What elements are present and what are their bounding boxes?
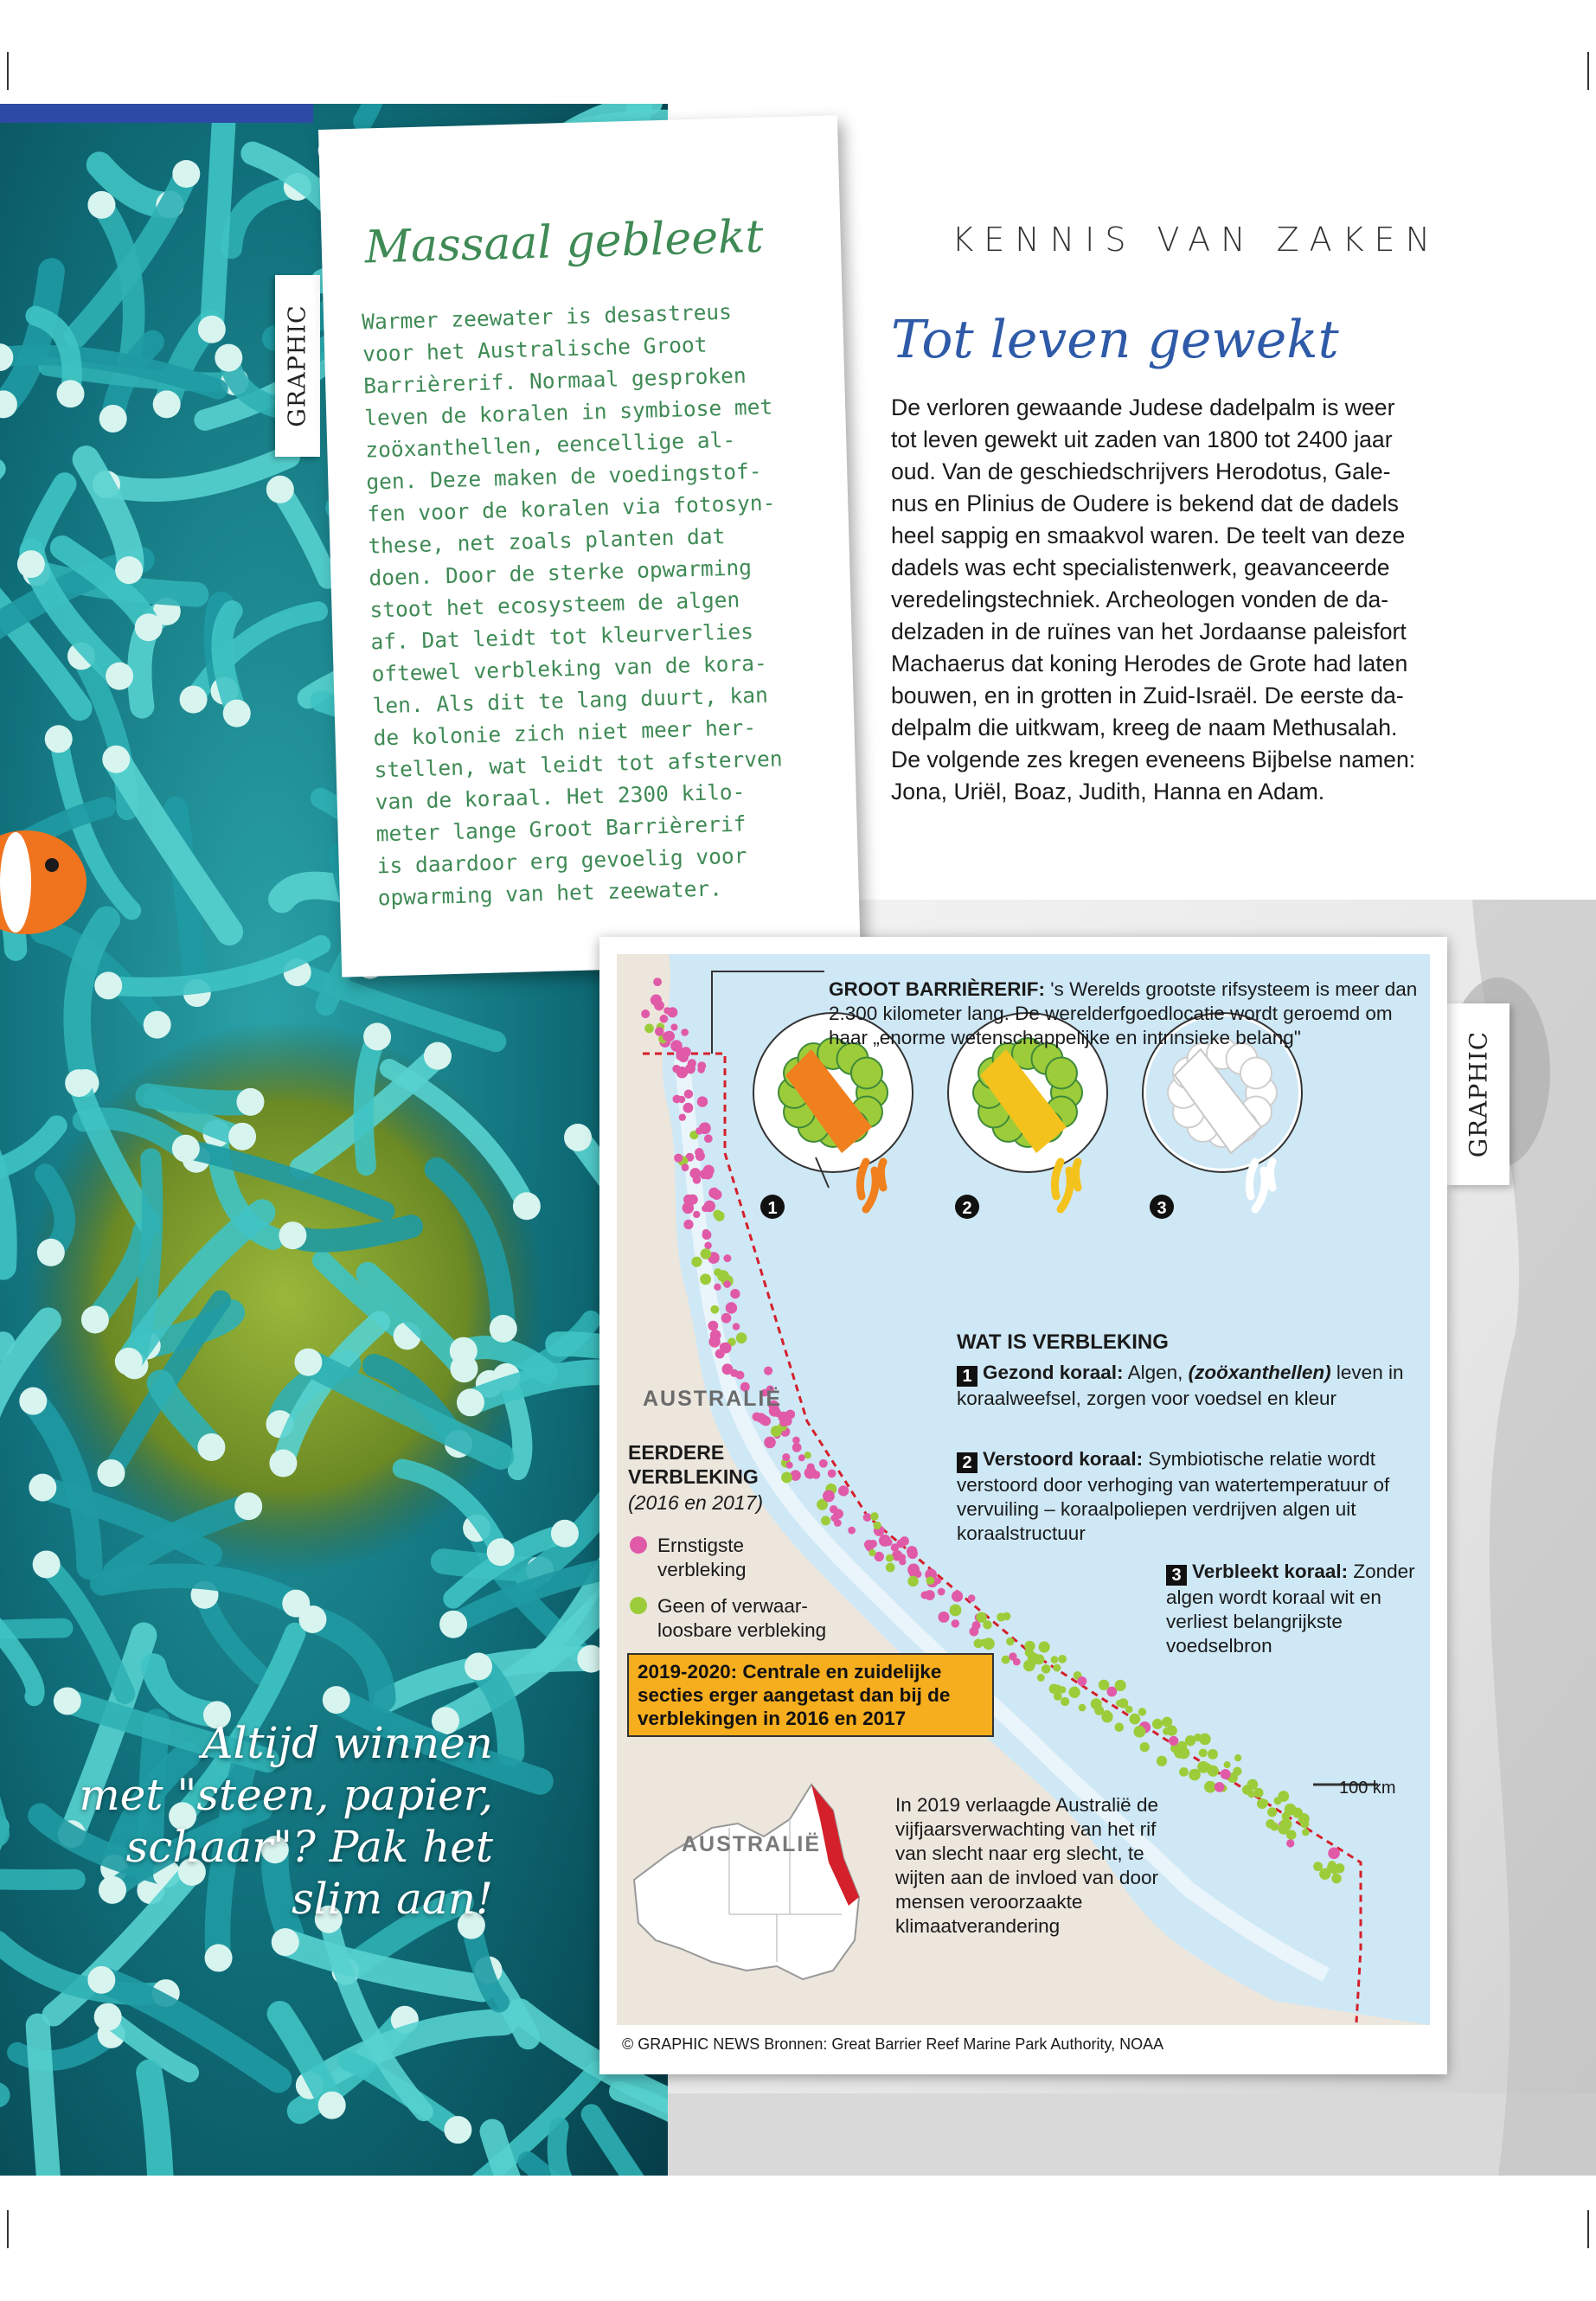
note-body-line: Barrièrerif. Normaal gesproken (362, 362, 747, 399)
reef-dot (938, 1612, 949, 1623)
reef-dot (968, 1594, 976, 1602)
note-body-line: fen voor de koralen via fotosyn- (367, 490, 776, 527)
reef-dot (1179, 1767, 1189, 1777)
reef-dot (938, 1588, 945, 1596)
anemone-tentacle-tip (198, 316, 226, 343)
reef-dot (710, 1305, 719, 1314)
reef-dot (764, 1367, 772, 1375)
reef-dot (1133, 1726, 1145, 1738)
reef-dot (1273, 1797, 1281, 1804)
step-1-number: 1 (957, 1366, 977, 1387)
anemone-tentacle-tip (269, 1450, 297, 1477)
anemone-tentacle-tip (444, 2116, 471, 2144)
anemone-tentacle-tip (236, 1088, 264, 1116)
note-graphic-tab (275, 275, 320, 457)
reef-dot (697, 1096, 708, 1106)
reef-dot (670, 1023, 677, 1030)
reef-dot (1138, 1708, 1146, 1715)
reef-dot (1006, 1638, 1014, 1645)
anemone-tentacle-tip (234, 1492, 262, 1520)
reef-dot (873, 1522, 881, 1529)
anemone-tentacle-tip (106, 663, 133, 690)
anemone-tentacle-tip (65, 1069, 93, 1097)
reef-dot (907, 1564, 920, 1576)
photo-caption-line: Altijd winnen (202, 1718, 493, 1768)
reef-dot (1302, 1829, 1310, 1836)
reef-dot (1292, 1808, 1303, 1818)
reef-dot (1319, 1868, 1330, 1880)
article-body-line: Jona, Uriël, Boaz, Judith, Hanna en Adam. (891, 779, 1325, 804)
anemone-tentacle-tip (450, 1337, 478, 1365)
anemone-tentacle-tip (318, 2092, 346, 2119)
reef-dot (838, 1485, 849, 1496)
step-3-number: 3 (1166, 1565, 1187, 1586)
anemone-tentacle-tip (81, 1305, 109, 1333)
step-2-number: 2 (957, 1452, 977, 1473)
reef-dot (1157, 1756, 1167, 1766)
infographic-graphic-tab (1447, 1003, 1509, 1185)
reef-dot (997, 1612, 1005, 1621)
reef-dot (1042, 1664, 1051, 1674)
anemone-tentacle-tip (17, 550, 45, 578)
anemone-tentacle-tip (29, 1474, 56, 1502)
anemone-tentacle-tip (490, 1315, 517, 1343)
reef-dot (644, 1023, 654, 1033)
reef-dot (1079, 1704, 1086, 1712)
step-3-body: Zonder algen wordt koraal wit en verliest belangrijkste voedselbron (1166, 1561, 1415, 1657)
info-tab-label: GRAPHIC (1464, 1030, 1493, 1158)
reef-dot (1270, 1823, 1279, 1831)
anemone-tentacle-tip (144, 1011, 171, 1039)
reef-dot (1002, 1656, 1010, 1664)
reef-dot (663, 1007, 670, 1014)
note-2019: In 2019 verlaagde Australië de vijfjaarsverwachting van het rif van slecht naar erg slecht, te wijten aan de invloed van door mensen veroorzaakte klimaatverandering (895, 1794, 1158, 1937)
article-body-line: De verloren gewaande Judese dadelpalm is weer (891, 394, 1395, 420)
step-1-text-a: Algen, (1127, 1362, 1183, 1383)
anemone-tentacle-tip (19, 1388, 47, 1415)
anemone-tentacle (212, 125, 224, 329)
reef-dot (926, 1576, 935, 1585)
note-title: Massaal gebleekt (363, 210, 765, 274)
article-body-line: veredelingstechniek. Archeologen vonden de da- (891, 586, 1389, 612)
legend-green-label: Geen of verwaar-loosbare verbleking (657, 1595, 827, 1641)
reef-dot (1129, 1714, 1140, 1725)
anemone-tentacle-tip (87, 191, 115, 219)
reef-dot (699, 1122, 711, 1134)
reef-dot (678, 1096, 685, 1103)
legend-green-dot (630, 1597, 647, 1614)
reef-dot (1125, 1706, 1133, 1714)
anemone-tentacle-tip (551, 1520, 579, 1548)
reef-dot (1328, 1848, 1340, 1860)
map-label-australia: AUSTRALIË (643, 1387, 783, 1411)
reef-dot (907, 1576, 919, 1587)
note-body-line: zoöxanthellen, eencellige al- (364, 426, 736, 463)
anemone-tentacle-tip (465, 1653, 492, 1681)
reef-dot (1162, 1717, 1172, 1727)
crop-mark-top-left (7, 52, 9, 90)
reef-dot (952, 1591, 963, 1602)
reef-dot (899, 1554, 906, 1561)
note-body-line: stoot het ecosysteem de algen (369, 586, 740, 623)
reef-dot (1247, 1791, 1255, 1798)
reef-dot (1068, 1687, 1080, 1698)
anemone-tentacle-tip (172, 1135, 200, 1163)
reef-dot (1234, 1754, 1241, 1761)
reef-dot (821, 1516, 830, 1525)
gbr-text: 's Werelds grootste rifsysteem is meer dan 2.300 kilometer lang. De werelderfgoedlocatie wordt geroemd om haar „enorme wetenschappelijke en intrinsieke belang" (829, 978, 1418, 1048)
reef-dot (870, 1512, 879, 1521)
article-body-line: nus en Plinius de Oudere is bekend dat de dadels (891, 490, 1399, 516)
note-body-line: de kolonie zich niet meer her- (373, 715, 757, 751)
anemone-tentacle-tip (266, 476, 294, 503)
anemone-tentacle-tip (97, 1459, 125, 1487)
article-body-line: dadels was echt specialistenwerk, geavanceerde (891, 554, 1390, 580)
reef-dot (848, 1527, 856, 1535)
reef-dot (1051, 1656, 1059, 1663)
step-1-title: Gezond koraal: (983, 1362, 1124, 1383)
reef-dot (736, 1332, 747, 1343)
step-2-body: Symbiotische relatie wordt verstoord door verhoging van watertemperatuur of vervuiling – koraalpoliepen verdrijven algen uit koraalstructuur (957, 1448, 1390, 1544)
anemone-tentacle-tip (94, 971, 122, 999)
earlier-bleaching-heading: EERDERE VERBLEKING (628, 1441, 759, 1488)
reef-dot (653, 977, 662, 986)
scale-label: 100 km (1339, 1779, 1396, 1798)
earlier-bleaching-period: (2016 en 2017) (628, 1491, 764, 1514)
reef-dot (1221, 1769, 1231, 1779)
reef-dot (1152, 1719, 1163, 1729)
anemone-tentacle (148, 1096, 251, 1103)
reef-dot (1023, 1660, 1035, 1672)
alert-box: 2019-2020: Centrale en zuidelijke secties erger aangetast dan bij de verblekingen in 2016 en 2017 (627, 1653, 994, 1737)
reef-dot (704, 1134, 713, 1143)
note-body-line: doen. Door de sterke opwarming (369, 554, 753, 591)
reef-dot (654, 1000, 664, 1010)
anemone-tentacle-tip (282, 1590, 310, 1618)
reef-dot (1039, 1641, 1050, 1652)
crop-mark-bottom-right (1587, 2210, 1589, 2248)
reef-dot (691, 1257, 702, 1267)
reef-dot (1037, 1674, 1045, 1682)
reef-dot (1185, 1735, 1195, 1746)
reef-dot (679, 1113, 686, 1120)
article-body-line: heel sappig en smaakvol waren. De teelt van deze (891, 522, 1406, 548)
infographic-credit: © GRAPHIC NEWS Bronnen: Great Barrier Reef Marine Park Authority, NOAA (622, 2035, 1164, 2053)
anemone-tentacle-tip (94, 2003, 122, 2031)
reef-dot (711, 1189, 721, 1200)
reef-dot (689, 1168, 701, 1179)
anemone-tentacle-tip (205, 1944, 233, 1971)
anemone-tentacle-tip (513, 1192, 541, 1220)
reef-dot (726, 1302, 737, 1313)
reef-dot (660, 1015, 669, 1023)
reef-dot (1286, 1839, 1294, 1847)
reef-dot (695, 1151, 705, 1161)
reef-dot (1189, 1769, 1201, 1781)
article-body (891, 392, 1462, 808)
anemone-tentacle-tip (439, 1611, 467, 1638)
section-color-bar (0, 104, 313, 123)
reef-dot (730, 1289, 740, 1298)
anemone-tentacle-tip (57, 380, 85, 407)
anemone-tentacle-tip (564, 1124, 592, 1151)
anemone-tentacle-tip (153, 390, 181, 418)
step-1-text (957, 1361, 1407, 1411)
anemone-tentacle-tip (223, 700, 251, 727)
reef-dot (833, 1509, 843, 1519)
reef-dot (736, 1371, 745, 1380)
reef-dot (714, 1284, 721, 1291)
anemone-tentacle-tip (197, 1433, 225, 1461)
anemone-tentacle-tip (102, 746, 130, 773)
reef-dot (1115, 1723, 1125, 1733)
reef-dot (1140, 1742, 1150, 1752)
reef-dot (869, 1549, 875, 1556)
reef-dot (864, 1540, 874, 1549)
note-body-line: these, net zoals planten dat (368, 523, 726, 559)
reef-dot (1278, 1823, 1289, 1834)
reef-dot (1253, 1788, 1263, 1798)
anemone-tentacle (149, 2073, 161, 2176)
note-body-line: leven de koralen in symbiose met (363, 394, 773, 431)
what-heading: WAT IS VERBLEKING (957, 1330, 1169, 1354)
crop-mark-top-right (1587, 52, 1589, 90)
note-body-line: len. Als dit te lang duurt, kan (372, 682, 769, 719)
reef-dot (688, 1195, 698, 1205)
gbr-heading: GROOT BARRIÈRERIF: (829, 978, 1045, 1000)
reef-dot (697, 1061, 706, 1070)
anemone-tentacle-tip (424, 1042, 452, 1070)
anemone-tentacle-tip (215, 344, 242, 372)
note-card (318, 115, 861, 977)
article-body-line: bouwen, en in grotten in Zuid-Israël. De eerste da- (891, 683, 1404, 708)
reef-dot (834, 1519, 842, 1527)
reef-dot (1199, 1734, 1211, 1746)
reef-dot (1009, 1652, 1016, 1660)
section-label: KENNIS VAN ZAKEN (952, 221, 1440, 259)
reef-dot (1059, 1686, 1066, 1693)
reef-dot (723, 1254, 731, 1262)
photo-caption-line: slim aan! (292, 1874, 493, 1924)
reef-dot (886, 1563, 895, 1573)
reef-dot (721, 1343, 732, 1354)
reef-dot (950, 1605, 962, 1617)
stage-number-2: 2 (962, 1199, 972, 1218)
reef-dot (1061, 1697, 1069, 1706)
note-tab-label: GRAPHIC (284, 304, 311, 427)
reef-dot (688, 1059, 696, 1067)
article-body-line: tot leven gewekt uit zaden van 1800 tot 2400 jaar (891, 426, 1393, 452)
reef-dot (983, 1638, 995, 1650)
step-1-text-italic: (zoöxanthellen) (1188, 1362, 1331, 1383)
reef-dot (1103, 1710, 1111, 1718)
anemone-tentacle-tip (87, 1966, 115, 1994)
anemone-tentacle-tip (279, 1221, 306, 1249)
reef-dot (663, 1032, 672, 1042)
reef-dot (1058, 1655, 1067, 1663)
reef-dot (1215, 1782, 1225, 1792)
anemone-tentacle-tip (45, 725, 73, 753)
anemone-tentacle-tip (294, 1349, 322, 1376)
reef-dot (879, 1535, 891, 1547)
reef-dot (681, 1029, 689, 1036)
anemone-tentacle-tip (54, 1687, 81, 1715)
reef-dot (701, 1248, 712, 1259)
reef-dot (674, 1154, 683, 1163)
step-2-title: Verstoord koraal: (983, 1448, 1144, 1470)
step-2-text (957, 1447, 1430, 1546)
reef-dot (896, 1539, 905, 1548)
anemone-tentacle-tip (180, 686, 208, 714)
reef-dot (1099, 1680, 1109, 1690)
reef-dot (683, 1220, 693, 1229)
reef-dot (1331, 1874, 1341, 1883)
article-body-line: delzaden in de ruïnes van het Jordaanse paleisfort (891, 619, 1407, 644)
article-body-line: De volgende zes kregen eveneens Bijbelse namen: (891, 747, 1416, 772)
anemone-tentacle-tip (363, 1022, 391, 1050)
legend-pink-dot (630, 1536, 647, 1554)
anemone-tentacle-tip (135, 613, 163, 641)
reef-dot (693, 1211, 700, 1218)
reef-dot (723, 1280, 731, 1288)
reef-dot (708, 1321, 718, 1331)
reef-dot (952, 1619, 960, 1628)
reef-dot (1282, 1812, 1291, 1821)
note-body-line: af. Dat leidt tot kleurverlies (370, 619, 754, 655)
reef-dot (655, 1027, 663, 1035)
note-body-line: voor het Australische Groot (362, 331, 708, 367)
anemone-tentacle-tip (457, 1388, 484, 1416)
anemone-tentacle-tip (115, 556, 143, 584)
reef-dot (672, 1065, 680, 1073)
reef-dot (704, 1242, 712, 1250)
reef-dot (886, 1554, 894, 1562)
reef-dot (1208, 1749, 1218, 1759)
note-body-line: van de koraal. Het 2300 kilo- (375, 779, 746, 815)
note-body-line: oftewel verbleking van de kora- (371, 650, 768, 687)
reef-dot (1049, 1684, 1059, 1694)
reef-dot (676, 1048, 688, 1061)
photo-caption-line: schaar"? Pak het (125, 1822, 493, 1872)
article-title: Tot leven gewekt (891, 310, 1339, 370)
reef-dot (779, 1418, 788, 1426)
note-body-line: Warmer zeewater is desastreus (361, 298, 733, 335)
reef-dot (971, 1621, 980, 1630)
reef-dot (823, 1490, 835, 1502)
reef-dot (1257, 1798, 1267, 1809)
article-body-line: oud. Van de geschiedschrijvers Herodotus, Gale- (891, 458, 1391, 484)
algae-cell (1046, 1058, 1077, 1089)
reef-dot (1024, 1641, 1035, 1651)
reef-dot (683, 1103, 694, 1113)
photo-caption (61, 1717, 493, 1925)
crop-mark-bottom-left (7, 2210, 9, 2248)
note-body-line: meter lange Groot Barrièrerif (375, 811, 747, 847)
anemone-tentacle-tip (172, 160, 200, 188)
anemone-tentacle-tip (115, 1348, 143, 1375)
photo-caption-line: met "steen, papier, (79, 1770, 493, 1820)
reef-dot (710, 1330, 721, 1341)
anemone-tentacle-tip (487, 1538, 515, 1566)
reef-dot (753, 1413, 761, 1421)
step-3-title: Verbleekt koraal: (1192, 1561, 1349, 1582)
reef-infographic (599, 937, 1447, 2074)
reef-dot (1034, 1654, 1044, 1664)
reef-dot (1174, 1747, 1186, 1759)
reef-dot (704, 1201, 715, 1212)
step-3-text (1166, 1560, 1430, 1658)
reef-dot (682, 1163, 689, 1171)
legend-pink-label: Ernstigste verbleking (657, 1535, 747, 1580)
note-body-line: is daardoor erg gevoelig voor (376, 843, 747, 879)
reef-dot (641, 1009, 650, 1018)
reef-dot (923, 1591, 930, 1598)
reef-dot (1116, 1700, 1123, 1707)
anemone-tentacle-tip (228, 1123, 256, 1150)
gbr-description (829, 977, 1430, 1050)
reef-dot (715, 1211, 725, 1221)
note-body-line: stellen, wat leidt tot afsterven (374, 746, 783, 783)
algae-cell (1240, 1058, 1272, 1089)
reef-dot (721, 1313, 732, 1324)
stage-number-1: 1 (767, 1199, 778, 1218)
anemone-tentacle-tip (37, 1239, 65, 1266)
reef-dot (1199, 1748, 1208, 1757)
reef-dot (1077, 1676, 1086, 1686)
anemone-tentacle-tip (272, 1928, 299, 1956)
reef-dot (733, 1323, 740, 1330)
reef-dot (700, 1273, 711, 1285)
stage-number-3: 3 (1157, 1199, 1167, 1218)
reef-dot (1169, 1736, 1178, 1746)
note-body-line: opwarming van het zeewater. (377, 875, 723, 911)
reef-dot (1247, 1779, 1259, 1791)
anemone-tentacle-tip (99, 405, 127, 433)
reef-dot (684, 1089, 693, 1098)
note-body-line: gen. Deze maken de voedingstof- (365, 458, 762, 495)
reef-dot (863, 1513, 872, 1522)
reef-map (617, 954, 1430, 2025)
reef-dot (1224, 1761, 1231, 1768)
reef-dot (1053, 1664, 1061, 1672)
algae-cell (851, 1058, 882, 1089)
inset-label-australia: AUSTRALIË (682, 1832, 822, 1856)
reef-dot (1267, 1807, 1277, 1817)
anemone-tentacle-tip (33, 1550, 61, 1578)
step-1-text-b: leven in koraalweefsel, zorgen voor voedsel en kleur (957, 1362, 1404, 1409)
reef-dot (1114, 1680, 1125, 1691)
article-body-line: delpalm die uitkwam, kreeg de naam Methusalah. (891, 715, 1398, 740)
reef-dot (1091, 1698, 1102, 1709)
reef-dot (983, 1620, 991, 1629)
article-body-line: Machaerus dat koning Herodes de Grote had laten (891, 651, 1408, 676)
reef-dot (702, 1230, 712, 1240)
reef-dot (907, 1548, 918, 1559)
anemone-tentacle-tip (323, 1686, 350, 1714)
anemone-tentacle (38, 2026, 53, 2176)
reef-dot (702, 1169, 713, 1179)
reef-dot (785, 1410, 795, 1420)
note-body (362, 292, 849, 913)
reef-dot (1203, 1763, 1212, 1772)
